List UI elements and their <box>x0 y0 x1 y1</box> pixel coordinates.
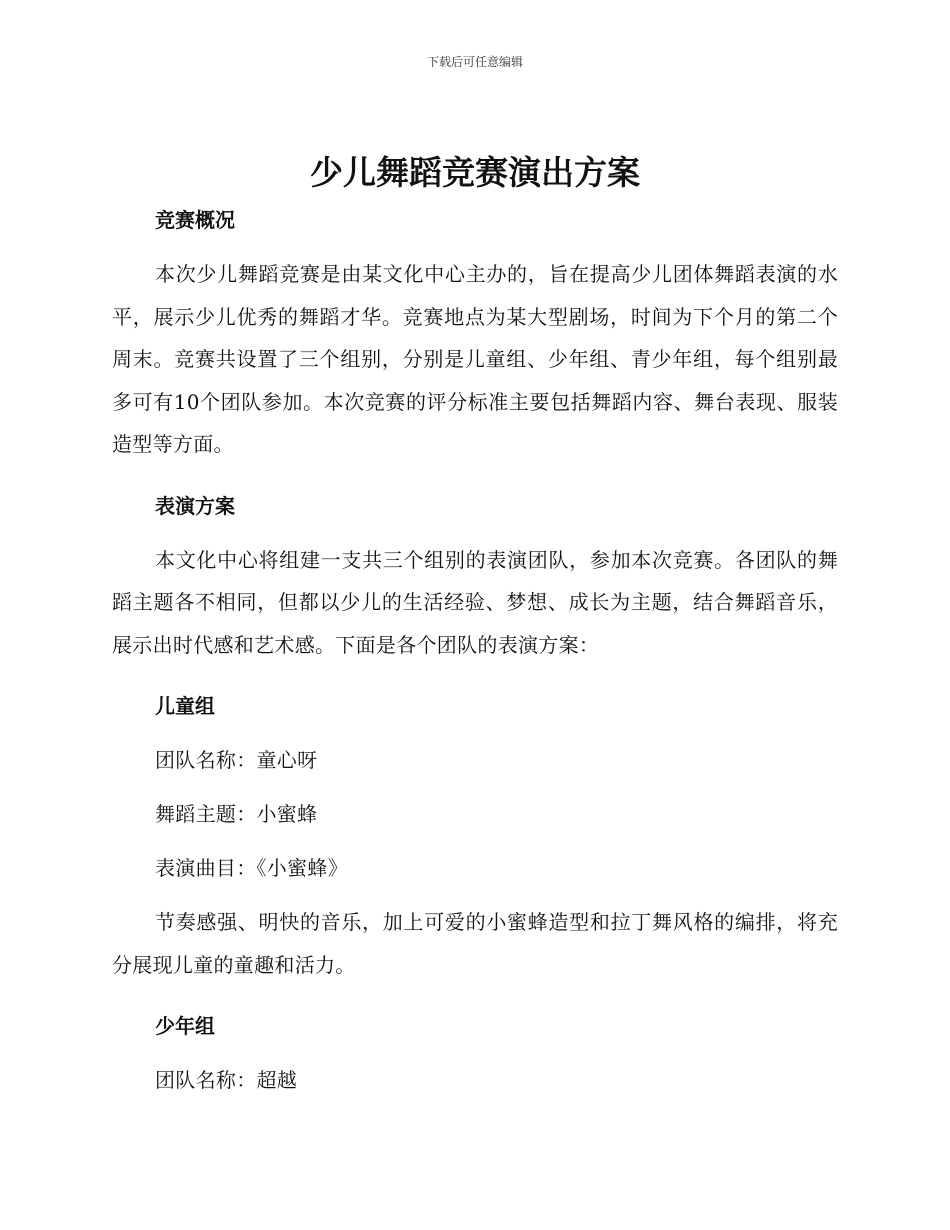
section-heading-plan: 表演方案 <box>155 493 235 518</box>
section-heading-children: 儿童组 <box>155 694 215 718</box>
paragraph-overview: 本次少儿舞蹈竞赛是由某文化中心主办的，旨在提高少儿团体舞蹈表演的水平，展示少儿优秀的舞蹈才华。竞赛地点为某大型剧场，时间为下个月的第二个周末。竞赛共设置了三个组别，分别是儿童组、少年组、青少年组，每个组别最多可有10个团队参加。本次竞赛的评分标准主要包括舞蹈内容、舞台表现、服装造型等方面。 <box>112 262 838 456</box>
document-title: 少儿舞蹈竞赛演出方案 <box>310 153 640 192</box>
paragraph-children-description: 节奏感强、明快的音乐，加上可爱的小蜜蜂造型和拉丁舞风格的编排，将充分展现儿童的童趣和活力。 <box>112 910 838 977</box>
section-heading-overview: 竞赛概况 <box>155 208 235 232</box>
header-note: 下载后可任意编辑 <box>426 55 523 69</box>
junior-team-name: 团队名称：超越 <box>155 1068 298 1092</box>
children-dance-theme: 舞蹈主题：小蜜蜂 <box>155 802 318 826</box>
children-music: 表演曲目：《小蜜蜂》 <box>155 856 348 880</box>
document-body <box>112 205 838 1095</box>
paragraph-plan: 本文化中心将组建一支共三个组别的表演团队，参加本次竞赛。各团队的舞蹈主题各不相同，但都以少儿的生活经验、梦想、成长为主题，结合舞蹈音乐，展示出时代感和艺术感。下面是各个团队的表演方案： <box>112 547 838 657</box>
children-team-name: 团队名称：童心呀 <box>155 748 318 772</box>
section-heading-junior: 少年组 <box>155 1014 215 1038</box>
